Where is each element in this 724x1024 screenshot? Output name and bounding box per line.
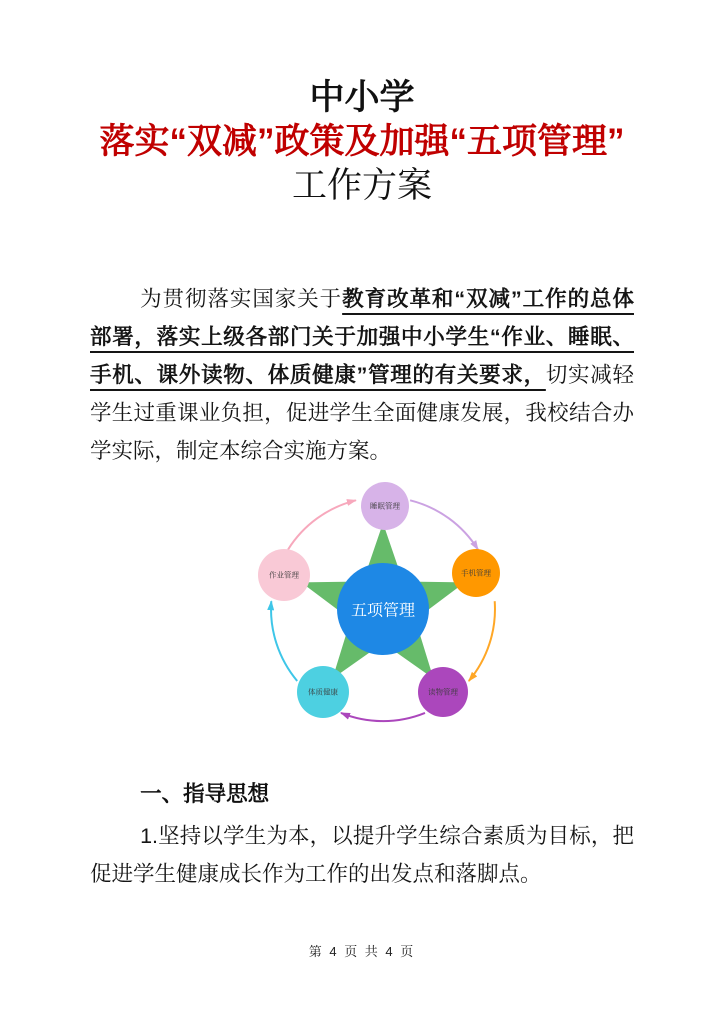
intro-paragraph bbox=[90, 280, 634, 470]
arrow-sleep-to-phone bbox=[410, 500, 478, 549]
arrow-phone-to-reading bbox=[469, 601, 495, 681]
node-sleep-label: 睡眠管理 bbox=[370, 501, 400, 511]
five-management-diagram bbox=[250, 474, 520, 729]
center-label: 五项管理 bbox=[350, 602, 416, 620]
document-title bbox=[0, 0, 724, 208]
title-line-1: 中小学 bbox=[309, 78, 415, 117]
page-number: 第 4 页 共 4 页 bbox=[308, 944, 416, 959]
title-line-3: 工作方案 bbox=[291, 166, 432, 205]
title-line-2: 落实“双减”政策及加强“五项管理” bbox=[99, 122, 625, 161]
arrow-fitness-to-homework bbox=[271, 601, 297, 681]
intro-emphasis-text: 教育改革和“双减”工作的总体部署，落实上级各部门关于加强中小学生“作业、睡眠、手机、课外读物、体质健康”管理的有关要求， bbox=[90, 287, 634, 387]
node-homework-label: 作业管理 bbox=[269, 570, 299, 580]
arrow-reading-to-fitness bbox=[341, 713, 425, 721]
node-phone-label: 手机管理 bbox=[461, 568, 491, 578]
intro-rest-text: 切实减轻学生过重课业负担，促进学生全面健康发展，我校结合办学实际，制定本综合实施方案。 bbox=[90, 363, 634, 463]
node-fitness-label: 体质健康 bbox=[308, 687, 338, 697]
intro-lead-text: 为贯彻落实国家关于 bbox=[140, 287, 343, 311]
section-paragraph: 1.坚持以学生为本，以提升学生综合素质为目标，把促进学生健康成长作为工作的出发点和落脚点。 bbox=[90, 824, 634, 886]
node-reading-label: 读物管理 bbox=[428, 687, 458, 697]
section-heading: 一、指导思想 bbox=[140, 782, 270, 806]
arrow-homework-to-sleep bbox=[288, 500, 356, 549]
